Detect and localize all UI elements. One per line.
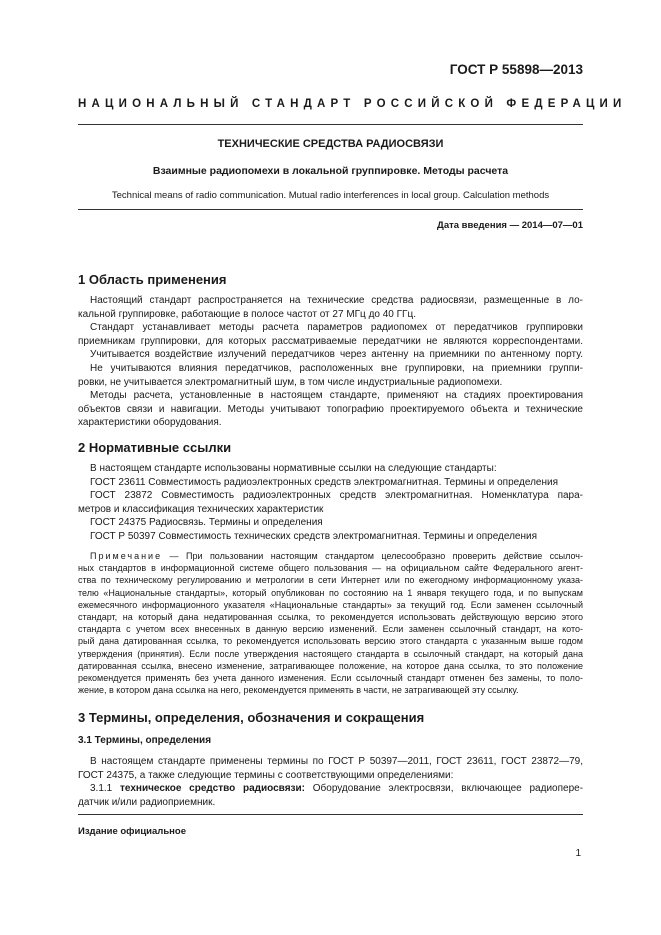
text-line: приемникам группировки, для которых рассматриваемые передатчики не являются корреспондентами. xyxy=(78,335,583,347)
reference-item: ГОСТ Р 50397 Совместимость технических средств электромагнитная. Термины и определения xyxy=(90,530,538,542)
text-line: Методы расчета, установленные в настоящем стандарте, применяют на стадиях проектирования xyxy=(90,390,583,402)
section-2-body xyxy=(78,462,583,544)
text-line: В настоящем стандарте использованы нормативные ссылки на следующие стандарты: xyxy=(90,463,497,474)
text-line: ГОСТ 24375, а также следующие термины с соответствующими определениями: xyxy=(78,769,454,781)
note-line: телю «Национальные стандарты», который опубликован по состоянию на 1 января текущего года, и по выпускам xyxy=(78,587,583,598)
section-1-heading: 1 Область применения xyxy=(78,272,227,287)
note-line: ежемесячного информационного указателя «Национальные стандарты» за текущий год. Если заменен ссылочный xyxy=(78,599,583,610)
term-definition-text: Оборудование электросвязи, включающее радиопере- xyxy=(312,783,583,795)
section-1-body xyxy=(78,294,583,430)
note-line: рый дана датированная ссылка, то рекомендуется использовать версию этого стандарта с указанным выше годом xyxy=(78,636,583,647)
standard-subtitle: Взаимные радиопомехи в локальной группировке. Методы расчета xyxy=(152,165,509,177)
english-title: Technical means of radio communication. Mutual radio interferences in local group. Calculation methods xyxy=(111,190,550,201)
note-line: утверждения (принятия). Если после утверждения настоящего стандарта в ссылочный стандарт, на который дана xyxy=(78,648,583,659)
reference-item: метров и классификация технических характеристик xyxy=(78,503,324,515)
page-number: 1 xyxy=(575,848,581,859)
standard-title: ТЕХНИЧЕСКИЕ СРЕДСТВА РАДИОСВЯЗИ xyxy=(217,138,444,150)
note-block xyxy=(78,550,583,696)
national-standard-banner: НАЦИОНАЛЬНЫЙ СТАНДАРТ РОССИЙСКОЙ ФЕДЕРАЦИИ xyxy=(78,98,627,110)
note-line: ных стандартов в информационной системе общего пользования — на официальном сайте Федерального агент- xyxy=(78,563,583,574)
note-line: ства по техническому регулированию и метрологии в сети Интернет или по ежегодному информационному указа- xyxy=(78,575,583,586)
section-3-heading: 3 Термины, определения, обозначения и сокращения xyxy=(78,710,425,725)
reference-item: ГОСТ 23872 Совместимость радиоэлектронных средств электромагнитная. Номенклатура пара- xyxy=(90,490,583,502)
note-line: рекомендуется применять без учета данного изменения. Если ссылочный стандарт отменен без замены, то поло- xyxy=(78,673,583,684)
reference-item: ГОСТ 24375 Радиосвязь. Термины и определения xyxy=(90,517,323,529)
note-label: Примечание xyxy=(90,551,163,561)
document-number: ГОСТ Р 55898—2013 xyxy=(449,62,583,77)
title-divider xyxy=(78,209,583,210)
official-edition-label: Издание официальное xyxy=(78,826,186,837)
text-line: кальной группировке, работающие в полосе частот от 27 МГц до 40 ГГц. xyxy=(78,308,416,320)
note-line: датированная ссылка, внесено изменение, затрагивающее положение, на которое дана ссылка, то это положение xyxy=(78,660,583,671)
text-line: характеристики оборудования. xyxy=(78,417,222,429)
introduction-date: Дата введения — 2014—07—01 xyxy=(437,220,583,231)
subsection-3-1-heading: 3.1 Термины, определения xyxy=(78,735,212,746)
note-line: стандарт, на который дана недатированная ссылка, то рекомендуется использовать действующую версию этого xyxy=(78,612,583,623)
text-line: Настоящий стандарт распространяется на технические средства радиосвязи, размещенные в ло- xyxy=(90,295,583,306)
note-first-line xyxy=(78,550,583,562)
section-3-body xyxy=(78,755,583,809)
reference-item: ГОСТ 23611 Совместимость радиоэлектронных средств электромагнитная. Термины и определения xyxy=(90,476,558,488)
term-number: 3.1.1 xyxy=(90,783,113,795)
text-line: Не учитываются влияния передатчиков, расположенных вне группировки, на приемники группи- xyxy=(90,362,583,374)
section-2-heading: 2 Нормативные ссылки xyxy=(78,440,232,455)
text-line: Учитывается воздействие излучений передатчиков через антенну на приемники по антенному порту. xyxy=(90,349,583,361)
note-text: — При пользовании настоящим стандартом целесообразно проверить действие ссылоч- xyxy=(169,551,583,561)
text-line: ровки, не учитывается электромагнитный шум, в том числе индустриальные радиопомехи. xyxy=(78,376,503,388)
note-line: стандарта с учетом всех внесенных в данную версию изменений. Если заменен ссылочный стандарт, на кото- xyxy=(78,624,583,635)
term-definition xyxy=(78,782,583,796)
text-line: В настоящем стандарте применены термины по ГОСТ Р 50397—2011, ГОСТ 23611, ГОСТ 23872—79, xyxy=(90,756,583,767)
term-name: техническое средство радиосвязи: xyxy=(120,783,305,795)
text-line: датчик и/или радиоприемник. xyxy=(78,796,216,808)
text-line: Стандарт устанавливает методы расчета параметров радиопомех от передатчиков группировки xyxy=(90,322,583,334)
text-line: объектов связи и навигации. Методы учитывают топографию проектируемого объекта и технические xyxy=(78,403,583,415)
header-divider xyxy=(78,124,583,125)
note-line: жение, в котором дана ссылка на него, рекомендуется применять в части, не затрагивающей эту ссылку. xyxy=(78,685,519,696)
footer-divider xyxy=(78,814,583,815)
